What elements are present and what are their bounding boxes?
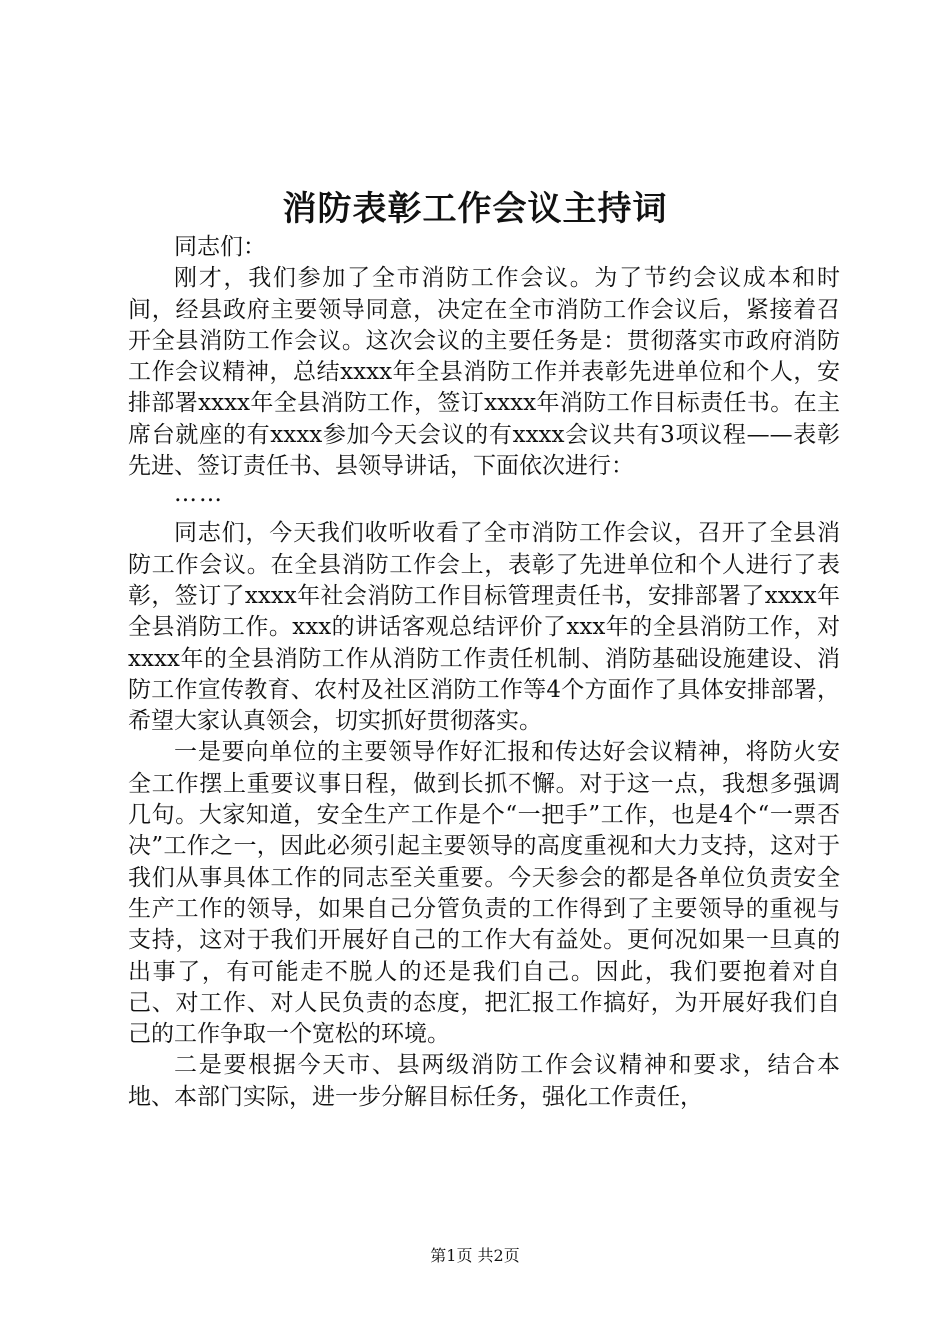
document-title: 消防表彰工作会议主持词 bbox=[282, 189, 668, 229]
paragraph: 一是要向单位的主要领导作好汇报和传达好会议精神，将防火安全工作摆上重要议事日程，做到长抓不懈。对于这一点，我想多强调几句。大家知道，安全生产工作是个“一把手”工作，也是4个“一票否决”工作之一，因此必须引起主要领导的高度重视和大力支持，这对于我们从事具体工作的同志至关重要。今天参会的都是各单位负责安全生产工作的领导，如果自己分管负责的工作得到了主要领导的重视与支持，这对于我们开展好自己的工作大有益处。更何况如果一旦真的出事了，有可能走不脱人的还是我们自己。因此，我们要抱着对自己、对工作、对人民负责的态度，把汇报工作搞好，为开展好我们自己的工作争取一个宽松的环境。 bbox=[128, 739, 840, 1048]
paragraph: 刚才，我们参加了全市消防工作会议。为了节约会议成本和时间，经县政府主要领导同意，决定在全市消防工作会议后，紧接着召开全县消防工作会议。这次会议的主要任务是：贯彻落实市政府消防工作会议精神，总结xxxx年全县消防工作并表彰先进单位和个人，安排部署xxxx年全县消防工作，签订xxxx年消防工作目标责任书。在主席台就座的有xxxx参加今天会议的有xxxx会议共有3项议程——表彰先进、签订责任书、县领导讲话，下面依次进行： bbox=[128, 265, 840, 480]
document-body bbox=[128, 232, 840, 1113]
paragraph: 二是要根据今天市、县两级消防工作会议精神和要求，结合本地、本部门实际，进一步分解目标任务，强化工作责任， bbox=[128, 1052, 840, 1110]
paragraph: 同志们，今天我们收听收看了全市消防工作会议，召开了全县消防工作会议。在全县消防工作会上，表彰了先进单位和个人进行了表彰，签订了xxxx年社会消防工作目标管理责任书，安排部署了xxxx年全县消防工作。xxx的讲话客观总结评价了xxx年的全县消防工作，对xxxx年的全县消防工作从消防工作责任机制、消防基础设施建设、消防工作宣传教育、农村及社区消防工作等4个方面作了具体安排部署，希望大家认真领会，切实抓好贯彻落实。 bbox=[128, 520, 840, 735]
ellipsis: …… bbox=[174, 481, 224, 508]
greeting: 同志们： bbox=[174, 234, 266, 260]
page-number: 第1页 共2页 bbox=[430, 1246, 520, 1265]
